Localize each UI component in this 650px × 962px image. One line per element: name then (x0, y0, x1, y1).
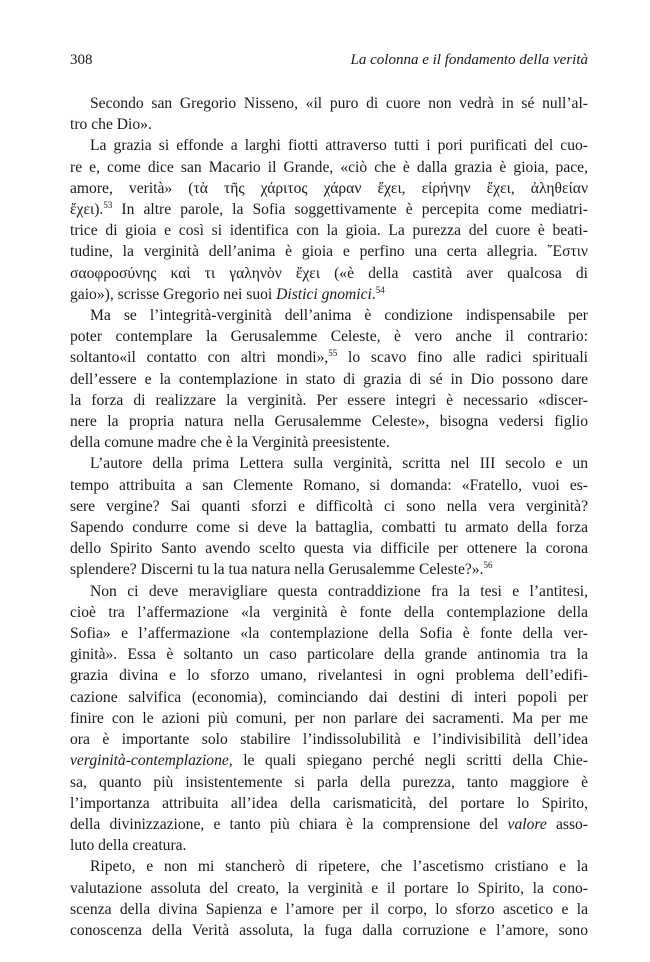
running-header (70, 52, 588, 69)
text-line: grazia divina e lo sforzo umano, rivelantesi in ogni problema dell’edifi- (70, 667, 588, 685)
text-line: L’autore della prima Lettera sulla verginità, scritta nel III secolo e un (90, 455, 588, 473)
text-line: tro che Dio». (70, 116, 152, 134)
text-line: tudine, la verginità dell’anima è gioia e perfino una certa allegria. ῎Εστιν (70, 243, 588, 261)
paragraph (70, 856, 588, 941)
text-line: amore, verità» (τὰ τῆς χάριτος χάραν ἔχει, εἰρήνην ἔχει, ἀληθείαν (70, 179, 588, 197)
text-line: Sofia» e l’affermazione «la contemplazione della Sofia è fonte della ver- (70, 625, 588, 643)
footnote-marker: 55 (328, 348, 338, 359)
text-line: valutazione assoluta del creato, la verginità e il portare lo Spirito, la cono- (70, 879, 588, 897)
text-line: tempo attribuita a san Clemente Romano, si domanda: «Fratello, vuoi es- (70, 476, 588, 494)
text-line: ginità». Essa è soltanto un caso particolare della grande antinomia tra la (70, 646, 588, 664)
book-page (70, 52, 588, 941)
running-title: La colonna e il fondamento della verità (350, 52, 588, 68)
text-line: scenza della divina Sapienza e l’amore per il corpo, lo sforzo ascetico e la (70, 900, 588, 918)
text-line: Ripeto, e non mi stancherò di ripetere, che l’ascetismo cristiano e la (90, 858, 588, 876)
text-line: della divinizzazione, e tanto più chiara è la comprensione del valore asso- (70, 815, 589, 833)
text-line: della comune madre che è la Verginità preesistente. (70, 434, 390, 452)
text-line: finire con le azioni più comuni, per non parlare dei sacramenti. Ma per me (70, 709, 588, 727)
footnote-marker: 56 (483, 560, 493, 571)
text-line: σαοφροσύνης καὶ τι γαληνὸν ἔχει («è della castità aver qualcosa di (70, 264, 588, 282)
text-line: dello Spirito Santo avendo scelto questa via difficile per ottenere la corona (70, 540, 588, 558)
text-line: La grazia si effonde a larghi fiotti attraverso tutti i pori purificati del cuo- (90, 137, 588, 155)
text-line: sa, quanto più insistentemente si parla della purezza, tanto maggiore è (70, 773, 588, 791)
text-line: l’importanza attribuita all’idea della carismaticità, del portare lo Spirito, (70, 794, 588, 812)
text-line: Non ci deve meravigliare questa contraddizione fra la tesi e l’antitesi, (90, 582, 588, 600)
text-line: dell’essere e la contemplazione in stato di grazia di sé in Dio possono dare (70, 370, 588, 388)
text-line: Sapendo condurre come si deve la battaglia, combatti tu armato della forza (70, 519, 588, 537)
text-line: verginità-contemplazione, le quali spiegano perché negli scritti della Chie- (70, 752, 588, 770)
text-line: trice di gioia e così si identifica con la gioia. La purezza del cuore è beati- (70, 222, 588, 240)
text-line: ἔχει).$^{53}$ In altre parole, la Sofia soggettivamente è percepita come mediatri- (70, 200, 588, 219)
text-line: cazione salvifica (economia), cominciando dai destini di interi popoli per (70, 688, 588, 706)
text-line: soltanto«il contatto con altri mondi»,$^{55}$ lo scavo fino alle radici spirituali (70, 348, 588, 367)
body-text (70, 93, 588, 941)
paragraph (70, 453, 588, 580)
footnote-marker: 54 (375, 284, 385, 295)
text-line: re e, come dice san Macario il Grande, «ciò che è dalla grazia è gioia, pace, (70, 158, 588, 176)
text-line: nere la propria natura nella Gerusalemme Celeste», bisogna vedersi figlio (70, 413, 588, 431)
text-line: Secondo san Gregorio Nisseno, «il puro di cuore non vedrà in sé null’al- (90, 95, 588, 112)
text-line: Ma se l’integrità-verginità dell’anima è condizione indispensabile per (90, 307, 588, 325)
footnote-marker: 53 (103, 200, 113, 211)
text-line: splendere? Discerni tu la tua natura nella Gerusalemme Celeste?».$^{56}$ (70, 560, 493, 579)
paragraph (70, 93, 588, 135)
paragraph (70, 135, 588, 305)
text-line: ora è importante solo stabilire l’indissolubilità e l’indivisibilità dell’idea (70, 731, 588, 749)
text-line: la forza di realizzare la verginità. Per essere integri è necessario «discer- (70, 391, 588, 409)
text-line: poter contemplare la Gerusalemme Celeste, è vero anche il contrario: (70, 328, 588, 346)
text-line: cioè tra l’affermazione «la verginità è fonte della contemplazione della (70, 603, 588, 621)
page-number: 308 (70, 52, 93, 68)
text-line: luto della creatura. (70, 837, 187, 855)
paragraph (70, 581, 588, 857)
text-line: sere vergine? Sai quanti sforzi e difficoltà ci sono nella vera verginità? (70, 497, 588, 515)
paragraph (70, 305, 588, 453)
text-line: conoscenza della Verità assoluta, la fuga dalla corruzione e l’amore, sono (70, 921, 588, 939)
text-line: gaio»), scrisse Gregorio nei suoi Distici gnomici.$^{54}$ (70, 284, 385, 303)
